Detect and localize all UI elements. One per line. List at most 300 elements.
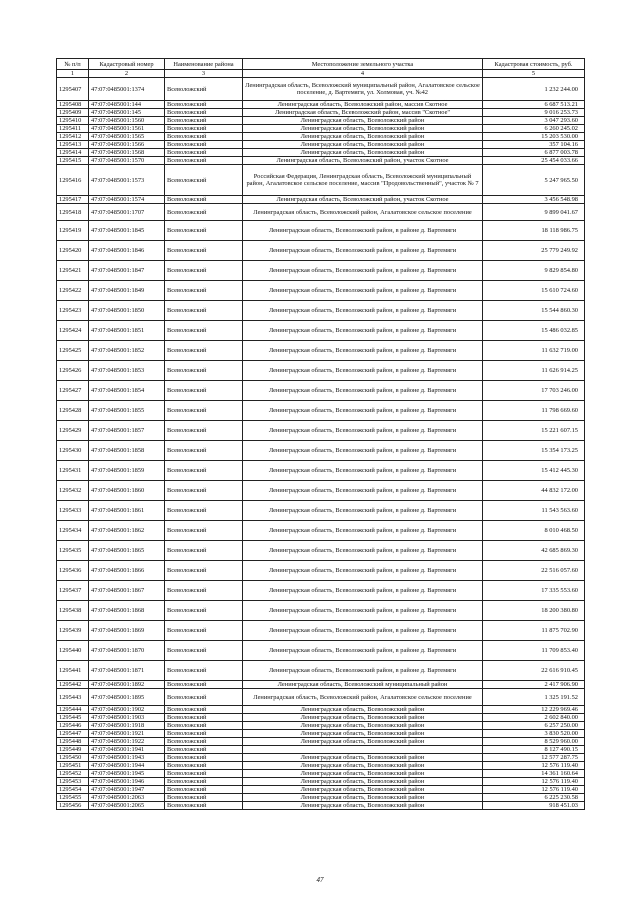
cadastral-value-cell: 17 703 246.00 xyxy=(483,381,585,401)
cadastral-value-cell: 11 626 914.25 xyxy=(483,361,585,381)
cadastral-value-cell: 25 454 033.66 xyxy=(483,157,585,165)
row-number-cell: 1295429 xyxy=(57,421,89,441)
table-row xyxy=(57,141,585,149)
cadastral-value-cell: 44 832 172.00 xyxy=(483,481,585,501)
table-row xyxy=(57,149,585,157)
cadastral-value-cell: 18 200 380.80 xyxy=(483,601,585,621)
location-cell: Ленинградская область, Всеволожский район xyxy=(243,149,483,157)
table-body xyxy=(57,78,585,810)
row-number-cell: 1295426 xyxy=(57,361,89,381)
row-number-cell: 1295421 xyxy=(57,261,89,281)
cadastral-value-cell: 15 610 724.60 xyxy=(483,281,585,301)
cadastral-number-cell: 47:07:0485001:1565 xyxy=(89,133,165,141)
cadastral-number-cell: 47:07:0485001:144 xyxy=(89,101,165,109)
cadastral-value-cell: 17 335 553.60 xyxy=(483,581,585,601)
row-number-cell: 1295443 xyxy=(57,689,89,706)
cadastral-number-cell: 47:07:0485001:1922 xyxy=(89,738,165,746)
cadastral-number-cell: 47:07:0485001:145 xyxy=(89,109,165,117)
row-number-cell: 1295445 xyxy=(57,714,89,722)
cadastral-number-cell: 47:07:0485001:2063 xyxy=(89,794,165,802)
location-cell: Ленинградская область, Всеволожский район, в районе д. Вартемяги xyxy=(243,461,483,481)
district-name-cell: Всеволожский xyxy=(165,78,243,101)
table-row xyxy=(57,738,585,746)
cadastral-value-cell: 9 829 854.80 xyxy=(483,261,585,281)
cadastral-number-cell: 47:07:0485001:1865 xyxy=(89,541,165,561)
header-cell-cadastral-value: Кадастровая стоимость, руб. xyxy=(483,59,585,70)
cadastral-number-cell: 47:07:0485001:1862 xyxy=(89,521,165,541)
table-row xyxy=(57,501,585,521)
table-row xyxy=(57,361,585,381)
row-number-cell: 1295427 xyxy=(57,381,89,401)
cadastral-number-cell: 47:07:0485001:1561 xyxy=(89,125,165,133)
row-number-cell: 1295449 xyxy=(57,746,89,754)
cadastral-number-cell: 47:07:0485001:1850 xyxy=(89,301,165,321)
row-number-cell: 1295442 xyxy=(57,681,89,689)
cadastral-value-cell: 18 118 986.75 xyxy=(483,221,585,241)
district-name-cell: Всеволожский xyxy=(165,401,243,421)
table-row xyxy=(57,441,585,461)
row-number-cell: 1295412 xyxy=(57,133,89,141)
cadastral-value-cell: 8 127 490.15 xyxy=(483,746,585,754)
row-number-cell: 1295451 xyxy=(57,762,89,770)
district-name-cell: Всеволожский xyxy=(165,461,243,481)
table-row xyxy=(57,221,585,241)
location-cell: Ленинградская область, Всеволожский район xyxy=(243,125,483,133)
page-number: 47 xyxy=(316,876,324,884)
cadastral-value-cell: 15 544 860.30 xyxy=(483,301,585,321)
district-name-cell: Всеволожский xyxy=(165,221,243,241)
row-number-cell: 1295439 xyxy=(57,621,89,641)
row-number-cell: 1295436 xyxy=(57,561,89,581)
location-cell: Ленинградская область, Всеволожский район, в районе д. Вартемяги xyxy=(243,301,483,321)
header-cell-district: Наименование района xyxy=(165,59,243,70)
location-cell: Ленинградская область, Всеволожский район, в районе д. Вартемяги xyxy=(243,361,483,381)
column-number: 1 xyxy=(57,70,89,78)
cadastral-value-cell: 8 529 960.00 xyxy=(483,738,585,746)
cadastral-value-cell: 12 576 119.40 xyxy=(483,762,585,770)
district-name-cell: Всеволожский xyxy=(165,165,243,196)
district-name-cell: Всеволожский xyxy=(165,794,243,802)
district-name-cell: Всеволожский xyxy=(165,738,243,746)
table-row xyxy=(57,421,585,441)
district-name-cell: Всеволожский xyxy=(165,746,243,754)
cadastral-number-cell: 47:07:0485001:1845 xyxy=(89,221,165,241)
cadastral-value-cell: 9 899 041.67 xyxy=(483,204,585,221)
cadastral-number-cell: 47:07:0485001:1853 xyxy=(89,361,165,381)
location-cell: Ленинградская область, Всеволожский район xyxy=(243,770,483,778)
cadastral-number-cell: 47:07:0485001:1921 xyxy=(89,730,165,738)
cadastral-number-cell: 47:07:0485001:1570 xyxy=(89,157,165,165)
row-number-cell: 1295435 xyxy=(57,541,89,561)
table-row xyxy=(57,281,585,301)
cadastral-value-cell: 15 412 445.30 xyxy=(483,461,585,481)
cadastral-number-cell: 47:07:0485001:2065 xyxy=(89,802,165,810)
cadastral-number-cell: 47:07:0485001:1849 xyxy=(89,281,165,301)
location-cell: Ленинградская область, Всеволожский район xyxy=(243,802,483,810)
row-number-cell: 1295456 xyxy=(57,802,89,810)
cadastral-number-cell: 47:07:0485001:1852 xyxy=(89,341,165,361)
location-cell: Ленинградская область, Всеволожский район, в районе д. Вартемяги xyxy=(243,581,483,601)
table-row xyxy=(57,794,585,802)
location-cell: Ленинградская область, Всеволожский район, в районе д. Вартемяги xyxy=(243,561,483,581)
location-cell: Ленинградская область, Всеволожский район xyxy=(243,141,483,149)
location-cell: Ленинградская область, Всеволожский район, участок Скотное xyxy=(243,157,483,165)
location-cell: Ленинградская область, Всеволожский район, в районе д. Вартемяги xyxy=(243,281,483,301)
row-number-cell: 1295440 xyxy=(57,641,89,661)
table-row xyxy=(57,754,585,762)
row-number-cell: 1295454 xyxy=(57,786,89,794)
cadastral-value-cell: 25 779 249.92 xyxy=(483,241,585,261)
cadastral-number-cell: 47:07:0485001:1946 xyxy=(89,778,165,786)
table-row xyxy=(57,786,585,794)
cadastral-number-cell: 47:07:0485001:1846 xyxy=(89,241,165,261)
table-row xyxy=(57,204,585,221)
table-row xyxy=(57,101,585,109)
cadastral-number-cell: 47:07:0485001:1854 xyxy=(89,381,165,401)
row-number-cell: 1295433 xyxy=(57,501,89,521)
row-number-cell: 1295410 xyxy=(57,117,89,125)
district-name-cell: Всеволожский xyxy=(165,501,243,521)
row-number-cell: 1295437 xyxy=(57,581,89,601)
district-name-cell: Всеволожский xyxy=(165,141,243,149)
location-cell: Ленинградская область, Всеволожский муниципальный район xyxy=(243,681,483,689)
row-number-cell: 1295420 xyxy=(57,241,89,261)
cadastral-value-cell: 918 451.03 xyxy=(483,802,585,810)
location-cell: Ленинградская область, Всеволожский район xyxy=(243,754,483,762)
cadastral-value-cell: 42 685 869.30 xyxy=(483,541,585,561)
column-number-row xyxy=(57,70,585,78)
location-cell: Ленинградская область, Всеволожский район, Агалатовское сельское поселение xyxy=(243,204,483,221)
location-cell: Ленинградская область, Всеволожский район, в районе д. Вартемяги xyxy=(243,401,483,421)
district-name-cell: Всеволожский xyxy=(165,149,243,157)
location-cell: Ленинградская область, Всеволожский район xyxy=(243,778,483,786)
cadastral-number-cell: 47:07:0485001:1867 xyxy=(89,581,165,601)
cadastral-value-cell: 12 576 119.40 xyxy=(483,778,585,786)
location-cell: Ленинградская область, Всеволожский район, Агалатовское сельское поселение xyxy=(243,689,483,706)
cadastral-value-cell: 3 456 548.98 xyxy=(483,196,585,204)
header-cell-cadastral-number: Кадастровый номер xyxy=(89,59,165,70)
column-number: 5 xyxy=(483,70,585,78)
cadastral-number-cell: 47:07:0485001:1868 xyxy=(89,601,165,621)
cadastral-value-cell: 6 877 003.78 xyxy=(483,149,585,157)
cadastral-value-cell: 2 602 840.00 xyxy=(483,714,585,722)
row-number-cell: 1295416 xyxy=(57,165,89,196)
cadastral-value-cell: 3 047 293.60 xyxy=(483,117,585,125)
district-name-cell: Всеволожский xyxy=(165,261,243,281)
cadastral-number-cell: 47:07:0485001:1859 xyxy=(89,461,165,481)
cadastral-number-cell: 47:07:0485001:1857 xyxy=(89,421,165,441)
location-cell: Российская Федерация, Ленинградская область, Всеволожский муниципальный район, Агалатовское сельское поселение, массив "Продовольственный", участок № 7 xyxy=(243,165,483,196)
cadastral-value-cell: 22 616 910.45 xyxy=(483,661,585,681)
location-cell: Ленинградская область, Всеволожский район, массив "Скотное" xyxy=(243,109,483,117)
table-row xyxy=(57,321,585,341)
district-name-cell: Всеволожский xyxy=(165,204,243,221)
row-number-cell: 1295455 xyxy=(57,794,89,802)
cadastral-number-cell: 47:07:0485001:1869 xyxy=(89,621,165,641)
cadastral-number-cell: 47:07:0485001:1374 xyxy=(89,78,165,101)
cadastral-number-cell: 47:07:0485001:1866 xyxy=(89,561,165,581)
row-number-cell: 1295424 xyxy=(57,321,89,341)
location-cell: Ленинградская область, Всеволожский район, в районе д. Вартемяги xyxy=(243,241,483,261)
row-number-cell: 1295432 xyxy=(57,481,89,501)
row-number-cell: 1295422 xyxy=(57,281,89,301)
cadastral-value-cell: 12 576 119.40 xyxy=(483,786,585,794)
table-row xyxy=(57,241,585,261)
district-name-cell: Всеволожский xyxy=(165,770,243,778)
cadastral-number-cell: 47:07:0485001:1947 xyxy=(89,786,165,794)
cadastral-value-cell: 6 687 513.21 xyxy=(483,101,585,109)
cadastral-number-cell: 47:07:0485001:1945 xyxy=(89,770,165,778)
table-row xyxy=(57,481,585,501)
location-cell: Ленинградская область, Всеволожский район, в районе д. Вартемяги xyxy=(243,641,483,661)
cadastral-value-cell: 15 221 607.15 xyxy=(483,421,585,441)
location-cell: Ленинградская область, Всеволожский район xyxy=(243,117,483,125)
cadastral-number-cell: 47:07:0485001:1568 xyxy=(89,149,165,157)
table-row xyxy=(57,681,585,689)
cadastral-value-cell: 11 543 563.60 xyxy=(483,501,585,521)
cadastral-value-cell: 6 257 250.00 xyxy=(483,722,585,730)
table-row xyxy=(57,722,585,730)
cadastral-number-cell: 47:07:0485001:1573 xyxy=(89,165,165,196)
table-row xyxy=(57,802,585,810)
location-cell: Ленинградская область, Всеволожский район, в районе д. Вартемяги xyxy=(243,661,483,681)
row-number-cell: 1295446 xyxy=(57,722,89,730)
cadastral-number-cell: 47:07:0485001:1860 xyxy=(89,481,165,501)
table-row xyxy=(57,641,585,661)
location-cell: Ленинградская область, Всеволожский район xyxy=(243,738,483,746)
location-cell: Ленинградская область, Всеволожский район, в районе д. Вартемяги xyxy=(243,621,483,641)
table-row xyxy=(57,461,585,481)
location-cell: Ленинградская область, Всеволожский район xyxy=(243,133,483,141)
table-row xyxy=(57,661,585,681)
cadastral-value-table xyxy=(56,58,585,810)
location-cell: Ленинградская область, Всеволожский район xyxy=(243,762,483,770)
row-number-cell: 1295452 xyxy=(57,770,89,778)
cadastral-number-cell: 47:07:0485001:1560 xyxy=(89,117,165,125)
cadastral-number-cell: 47:07:0485001:1855 xyxy=(89,401,165,421)
table-row xyxy=(57,117,585,125)
district-name-cell: Всеволожский xyxy=(165,281,243,301)
table-row xyxy=(57,778,585,786)
header-cell-number: № п/п xyxy=(57,59,89,70)
location-cell: Ленинградская область, Всеволожский район, в районе д. Вартемяги xyxy=(243,381,483,401)
row-number-cell: 1295428 xyxy=(57,401,89,421)
table-row xyxy=(57,706,585,714)
location-cell: Ленинградская область, Всеволожский район xyxy=(243,786,483,794)
table-row xyxy=(57,730,585,738)
table-row xyxy=(57,78,585,101)
district-name-cell: Всеволожский xyxy=(165,157,243,165)
row-number-cell: 1295450 xyxy=(57,754,89,762)
district-name-cell: Всеволожский xyxy=(165,481,243,501)
cadastral-value-cell: 22 516 057.60 xyxy=(483,561,585,581)
district-name-cell: Всеволожский xyxy=(165,301,243,321)
district-name-cell: Всеволожский xyxy=(165,581,243,601)
location-cell: Ленинградская область, Всеволожский район, массив Скотное xyxy=(243,101,483,109)
table-row xyxy=(57,125,585,133)
district-name-cell: Всеволожский xyxy=(165,786,243,794)
cadastral-value-cell: 15 203 530.00 xyxy=(483,133,585,141)
district-name-cell: Всеволожский xyxy=(165,722,243,730)
cadastral-value-cell: 14 361 160.64 xyxy=(483,770,585,778)
location-cell: Ленинградская область, Всеволожский район, в районе д. Вартемяги xyxy=(243,601,483,621)
district-name-cell: Всеволожский xyxy=(165,381,243,401)
cadastral-number-cell: 47:07:0485001:1707 xyxy=(89,204,165,221)
table-row xyxy=(57,621,585,641)
header-cell-location: Местоположение земельного участка xyxy=(243,59,483,70)
district-name-cell: Всеволожский xyxy=(165,341,243,361)
table-row xyxy=(57,601,585,621)
row-number-cell: 1295413 xyxy=(57,141,89,149)
district-name-cell: Всеволожский xyxy=(165,661,243,681)
cadastral-value-cell: 12 229 969.46 xyxy=(483,706,585,714)
cadastral-number-cell: 47:07:0485001:1943 xyxy=(89,754,165,762)
cadastral-number-cell: 47:07:0485001:1574 xyxy=(89,196,165,204)
row-number-cell: 1295448 xyxy=(57,738,89,746)
cadastral-value-cell: 11 798 669.60 xyxy=(483,401,585,421)
table-row xyxy=(57,261,585,281)
cadastral-value-cell: 11 632 719.00 xyxy=(483,341,585,361)
district-name-cell: Всеволожский xyxy=(165,541,243,561)
district-name-cell: Всеволожский xyxy=(165,361,243,381)
row-number-cell: 1295407 xyxy=(57,78,89,101)
cadastral-number-cell: 47:07:0485001:1858 xyxy=(89,441,165,461)
cadastral-value-cell: 357 104.16 xyxy=(483,141,585,149)
district-name-cell: Всеволожский xyxy=(165,681,243,689)
location-cell: Ленинградская область, Всеволожский район, в районе д. Вартемяги xyxy=(243,441,483,461)
table-row xyxy=(57,109,585,117)
row-number-cell: 1295431 xyxy=(57,461,89,481)
row-number-cell: 1295434 xyxy=(57,521,89,541)
table-row xyxy=(57,746,585,754)
district-name-cell: Всеволожский xyxy=(165,196,243,204)
location-cell: Ленинградская область, Всеволожский район, в районе д. Вартемяги xyxy=(243,481,483,501)
location-cell: Ленинградская область, Всеволожский район xyxy=(243,730,483,738)
cadastral-value-cell: 6 225 230.58 xyxy=(483,794,585,802)
table-row xyxy=(57,689,585,706)
district-name-cell: Всеволожский xyxy=(165,730,243,738)
row-number-cell: 1295417 xyxy=(57,196,89,204)
district-name-cell: Всеволожский xyxy=(165,101,243,109)
row-number-cell: 1295423 xyxy=(57,301,89,321)
district-name-cell: Всеволожский xyxy=(165,421,243,441)
cadastral-value-cell: 8 010 468.50 xyxy=(483,521,585,541)
cadastral-value-cell: 2 417 906.90 xyxy=(483,681,585,689)
district-name-cell: Всеволожский xyxy=(165,641,243,661)
cadastral-value-cell: 15 486 032.85 xyxy=(483,321,585,341)
cadastral-number-cell: 47:07:0485001:1871 xyxy=(89,661,165,681)
location-cell: Ленинградская область, Всеволожский район, в районе д. Вартемяги xyxy=(243,501,483,521)
location-cell: Ленинградская область, Всеволожский район, в районе д. Вартемяги xyxy=(243,541,483,561)
row-number-cell: 1295414 xyxy=(57,149,89,157)
column-number: 2 xyxy=(89,70,165,78)
cadastral-value-cell: 9 016 253.73 xyxy=(483,109,585,117)
table-row xyxy=(57,381,585,401)
location-cell: Ленинградская область, Всеволожский район xyxy=(243,714,483,722)
cadastral-number-cell: 47:07:0485001:1903 xyxy=(89,714,165,722)
cadastral-value-cell: 11 709 853.40 xyxy=(483,641,585,661)
district-name-cell: Всеволожский xyxy=(165,601,243,621)
cadastral-number-cell: 47:07:0485001:1847 xyxy=(89,261,165,281)
district-name-cell: Всеволожский xyxy=(165,778,243,786)
row-number-cell: 1295411 xyxy=(57,125,89,133)
cadastral-value-cell: 12 577 287.75 xyxy=(483,754,585,762)
cadastral-value-cell: 11 875 702.90 xyxy=(483,621,585,641)
district-name-cell: Всеволожский xyxy=(165,689,243,706)
table-row xyxy=(57,341,585,361)
row-number-cell: 1295430 xyxy=(57,441,89,461)
location-cell: Ленинградская область, Всеволожский район, в районе д. Вартемяги xyxy=(243,321,483,341)
cadastral-number-cell: 47:07:0485001:1895 xyxy=(89,689,165,706)
district-name-cell: Всеволожский xyxy=(165,241,243,261)
row-number-cell: 1295425 xyxy=(57,341,89,361)
table-row xyxy=(57,301,585,321)
district-name-cell: Всеволожский xyxy=(165,441,243,461)
cadastral-number-cell: 47:07:0485001:1918 xyxy=(89,722,165,730)
table-row xyxy=(57,770,585,778)
district-name-cell: Всеволожский xyxy=(165,802,243,810)
location-cell: Ленинградская область, Всеволожский район xyxy=(243,722,483,730)
column-number: 3 xyxy=(165,70,243,78)
district-name-cell: Всеволожский xyxy=(165,125,243,133)
cadastral-number-cell: 47:07:0485001:1861 xyxy=(89,501,165,521)
location-cell: Ленинградская область, Всеволожский район, в районе д. Вартемяги xyxy=(243,341,483,361)
location-cell: Ленинградская область, Всеволожский район, в районе д. Вартемяги xyxy=(243,421,483,441)
district-name-cell: Всеволожский xyxy=(165,133,243,141)
district-name-cell: Всеволожский xyxy=(165,714,243,722)
cadastral-number-cell: 47:07:0485001:1851 xyxy=(89,321,165,341)
district-name-cell: Всеволожский xyxy=(165,321,243,341)
row-number-cell: 1295453 xyxy=(57,778,89,786)
cadastral-value-cell: 6 260 245.02 xyxy=(483,125,585,133)
table-row xyxy=(57,762,585,770)
row-number-cell: 1295438 xyxy=(57,601,89,621)
header-row xyxy=(57,59,585,70)
row-number-cell: 1295418 xyxy=(57,204,89,221)
row-number-cell: 1295415 xyxy=(57,157,89,165)
location-cell: Ленинградская область, Всеволожский район, участок Скотное xyxy=(243,196,483,204)
cadastral-value-cell: 1 325 191.52 xyxy=(483,689,585,706)
row-number-cell: 1295409 xyxy=(57,109,89,117)
table-row xyxy=(57,157,585,165)
cadastral-number-cell: 47:07:0485001:1902 xyxy=(89,706,165,714)
cadastral-number-cell: 47:07:0485001:1944 xyxy=(89,762,165,770)
cadastral-value-cell: 5 247 965.50 xyxy=(483,165,585,196)
table-row xyxy=(57,521,585,541)
table-row xyxy=(57,581,585,601)
table-row xyxy=(57,133,585,141)
location-cell xyxy=(243,746,483,754)
table-row xyxy=(57,401,585,421)
district-name-cell: Всеволожский xyxy=(165,109,243,117)
column-number: 4 xyxy=(243,70,483,78)
table-row xyxy=(57,541,585,561)
district-name-cell: Всеволожский xyxy=(165,754,243,762)
row-number-cell: 1295447 xyxy=(57,730,89,738)
cadastral-number-cell: 47:07:0485001:1870 xyxy=(89,641,165,661)
location-cell: Ленинградская область, Всеволожский район xyxy=(243,794,483,802)
table-row xyxy=(57,714,585,722)
row-number-cell: 1295441 xyxy=(57,661,89,681)
cadastral-number-cell: 47:07:0485001:1892 xyxy=(89,681,165,689)
location-cell: Ленинградская область, Всеволожский район, в районе д. Вартемяги xyxy=(243,261,483,281)
row-number-cell: 1295419 xyxy=(57,221,89,241)
table-row xyxy=(57,561,585,581)
table-row xyxy=(57,196,585,204)
cadastral-number-cell: 47:07:0485001:1941 xyxy=(89,746,165,754)
location-cell: Ленинградская область, Всеволожский район, в районе д. Вартемяги xyxy=(243,221,483,241)
cadastral-value-cell: 1 232 244.00 xyxy=(483,78,585,101)
